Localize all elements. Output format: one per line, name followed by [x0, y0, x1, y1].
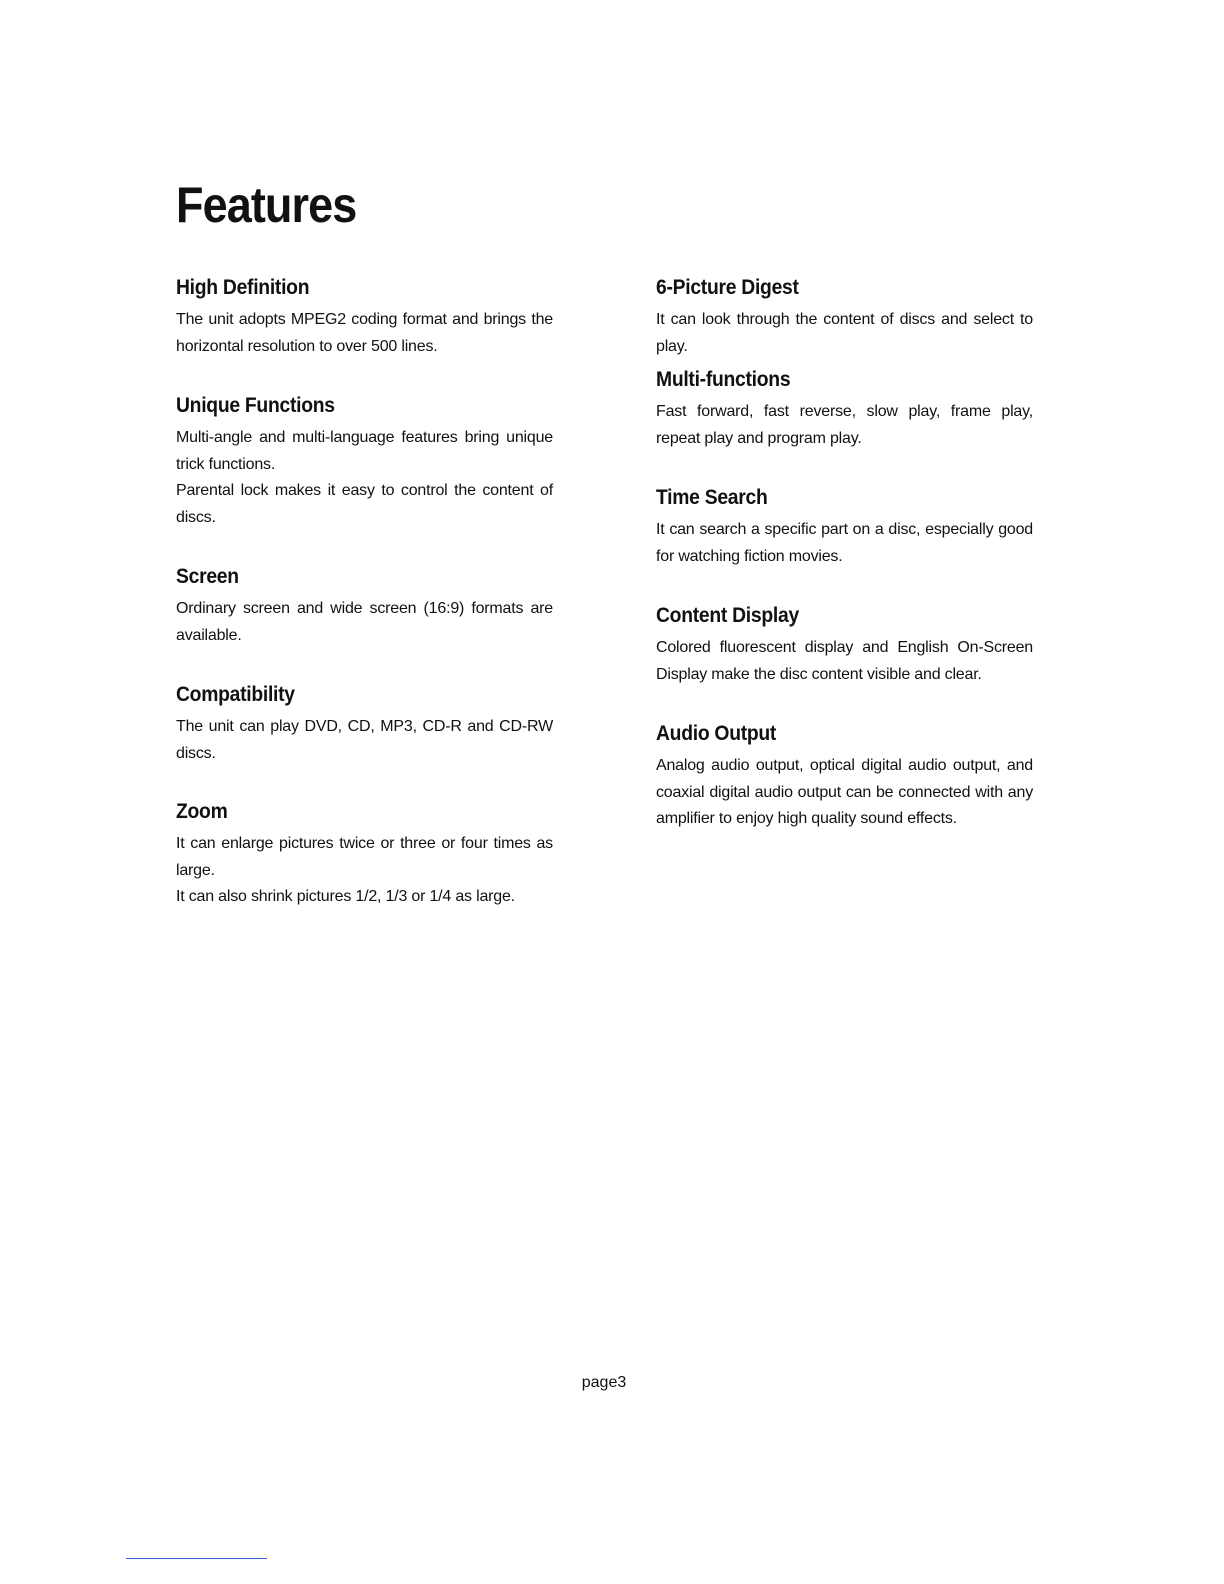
right-column — [656, 274, 1033, 833]
section-paragraph: Analog audio output, optical digital audio output, and coaxial digital audio output can be connected with any amplifier to enjoy high quality sound effects. — [656, 757, 1033, 827]
section-heading: Time Search — [656, 486, 768, 509]
section-heading: Compatibility — [176, 683, 295, 706]
section-paragraph: The unit adopts MPEG2 coding format and brings the horizontal resolution to over 500 lines. — [176, 311, 553, 355]
section-paragraph: It can also shrink pictures 1/2, 1/3 or 1/4 as large. — [176, 888, 515, 905]
section-paragraph: Parental lock makes it easy to control the content of discs. — [176, 482, 553, 526]
section-audio-output — [656, 720, 1033, 833]
section-paragraph: The unit can play DVD, CD, MP3, CD-R and CD-RW discs. — [176, 718, 553, 762]
section-screen — [176, 563, 553, 681]
page-title: Features — [176, 177, 357, 233]
section-paragraph: Fast forward, fast reverse, slow play, frame play, repeat play and program play. — [656, 403, 1033, 447]
section-unique-functions — [176, 392, 553, 563]
footnote-divider — [126, 1558, 267, 1559]
section-heading: 6-Picture Digest — [656, 276, 799, 299]
section-heading: Screen — [176, 565, 239, 588]
left-column — [176, 274, 553, 911]
section-paragraph: Ordinary screen and wide screen (16:9) formats are available. — [176, 600, 553, 644]
section-heading: Unique Functions — [176, 394, 335, 417]
section-heading: Zoom — [176, 800, 228, 823]
section-compatibility — [176, 681, 553, 798]
section-heading: Audio Output — [656, 722, 777, 745]
section-6-picture-digest — [656, 274, 1033, 366]
section-paragraph: It can search a specific part on a disc, especially good for watching fiction movies. — [656, 521, 1033, 565]
section-time-search — [656, 484, 1033, 602]
section-paragraph: Multi-angle and multi-language features bring unique trick functions. — [176, 429, 553, 473]
section-paragraph: Colored fluorescent display and English On-Screen Display make the disc content visible and clear. — [656, 639, 1033, 683]
section-paragraph: It can enlarge pictures twice or three or four times as large. — [176, 835, 553, 879]
section-content-display — [656, 602, 1033, 720]
page-number: page3 — [581, 1374, 627, 1391]
section-heading: Content Display — [656, 604, 799, 627]
section-heading: High Definition — [176, 276, 310, 299]
section-heading: Multi-functions — [656, 368, 791, 391]
section-high-definition — [176, 274, 553, 392]
section-paragraph: It can look through the content of discs and select to play. — [656, 311, 1033, 355]
section-multi-functions — [656, 366, 1033, 484]
section-zoom — [176, 798, 553, 911]
